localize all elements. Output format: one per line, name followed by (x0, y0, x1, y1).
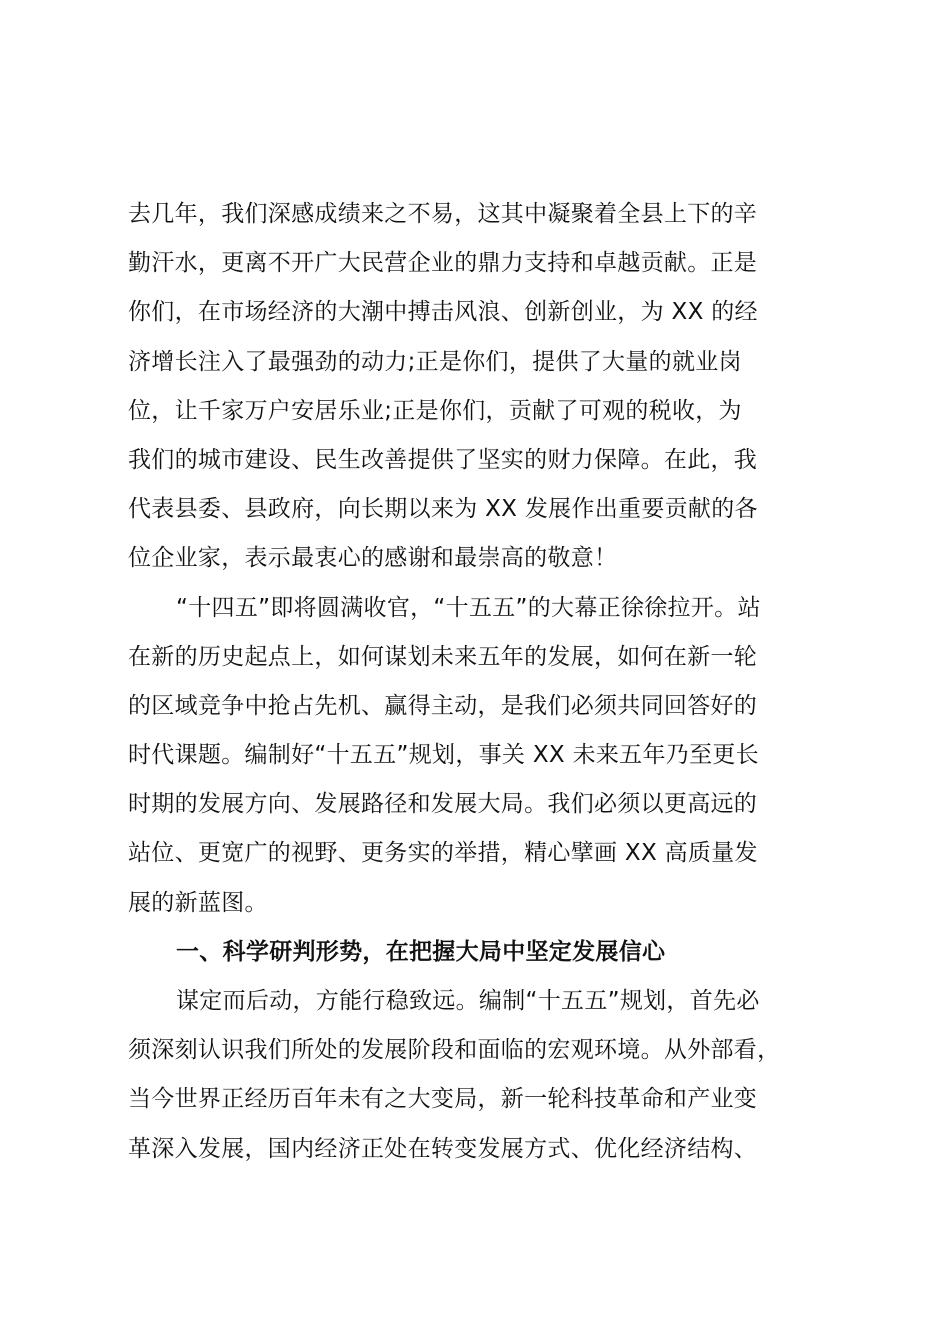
text-line: 位企业家，表示最衷心的感谢和最崇高的敬意！ (128, 545, 618, 572)
text-line: 展的新蓝图。 (128, 889, 268, 916)
text-line: 位，让千家万户安居乐业;正是你们，贡献了可观的税收，为 (128, 397, 742, 424)
text-line: 谋定而后动，方能行稳致远。编制“十五五”规划，首先必 (176, 988, 760, 1014)
text-line: 我们的城市建设、民生改善提供了坚实的财力保障。在此，我 (128, 446, 758, 473)
paragraph-thanks (128, 190, 828, 584)
text-line: 时期的发展方向、发展路径和发展大局。我们必须以更高远的 (128, 791, 758, 818)
text-line: 代表县委、县政府，向长期以来为 XX 发展作出重要贡献的各 (128, 496, 758, 523)
text-line: 你们，在市场经济的大潮中搏击风浪、创新创业，为 XX 的经 (128, 299, 758, 326)
paragraph-planning (128, 584, 828, 928)
text-line: 勤汗水，更离不开广大民营企业的鼎力支持和卓越贡献。正是 (128, 250, 758, 277)
paragraph-situation (128, 977, 828, 1174)
text-line: 去几年，我们深感成绩来之不易，这其中凝聚着全县上下的辛 (128, 201, 758, 227)
section-heading (128, 928, 828, 977)
text-line: 须深刻认识我们所处的发展阶段和面临的宏观环境。从外部看， (128, 1037, 781, 1064)
text-line: 当今世界正经历百年未有之大变局，新一轮科技革命和产业变 (128, 1086, 758, 1113)
text-line: 的区域竞争中抢占先机、赢得主动，是我们必须共同回答好的 (128, 692, 758, 719)
text-line: 革深入发展，国内经济正处在转变发展方式、优化经济结构、 (128, 1135, 758, 1162)
text-line: 济增长注入了最强劲的动力;正是你们，提供了大量的就业岗 (128, 348, 742, 375)
text-line: 在新的历史起点上，如何谋划未来五年的发展，如何在新一轮 (128, 643, 758, 670)
heading-line: 一、科学研判形势，在把握大局中坚定发展信心 (176, 938, 666, 965)
text-line: 站位、更宽广的视野、更务实的举措，精心擘画 XX 高质量发 (128, 840, 758, 867)
text-line: 时代课题。编制好“十五五”规划，事关 XX 未来五年乃至更长 (128, 742, 759, 769)
document-body (128, 190, 828, 1174)
text-line: “十四五”即将圆满收官，“十五五”的大幕正徐徐拉开。站 (176, 594, 761, 621)
